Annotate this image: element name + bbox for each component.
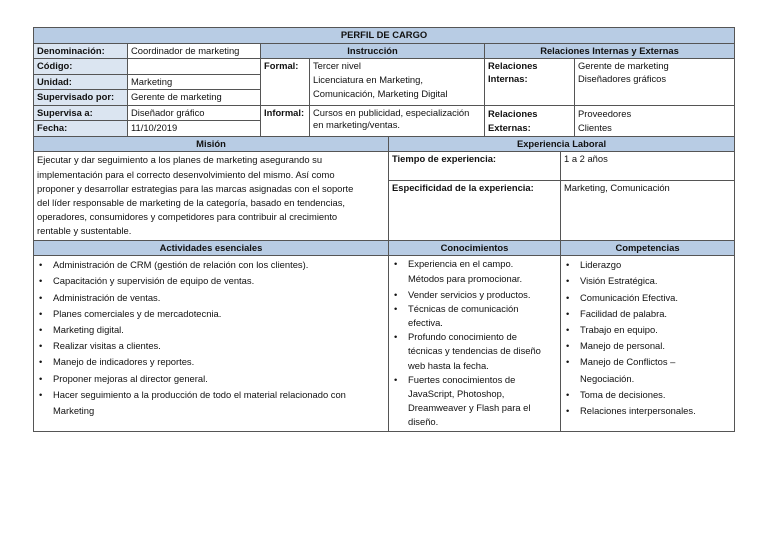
competencias-header: Competencias [561,241,735,256]
relaciones-externas-value [575,105,735,136]
conocimientos-header: Conocimientos [389,241,561,256]
competencia-item: • Liderazgo [564,257,731,273]
competencia-item: • Manejo de personal. [564,338,731,354]
experiencia-header: Experiencia Laboral [389,137,735,152]
conocimientos-list [392,257,557,429]
relaciones-internas-value [575,59,735,106]
relaciones-internas-label: Relaciones Internas: [485,59,575,106]
supervisado-label: Supervisado por: [34,90,128,106]
actividades-table [33,241,735,432]
informal-value [310,105,485,136]
actividad-item: • Marketing digital. [37,322,385,338]
formal-line: Licenciatura en Marketing, [313,73,423,85]
especificidad-label: Especificidad de la experiencia: [389,181,561,240]
formal-line: Tercer nivel [313,60,361,71]
informal-line: en marketing/ventas. [313,119,401,130]
actividad-item: • Administración de ventas. [37,290,385,306]
relacion-item: Gerente de marketing [578,60,669,71]
conocimiento-item: • Técnicas de comunicación efectiva. [392,302,557,330]
relacion-item: Diseñadores gráficos [578,72,667,84]
supervisa-label: Supervisa a: [34,105,128,121]
fecha-value: 11/10/2019 [128,121,261,137]
actividades-header: Actividades esenciales [34,241,389,256]
competencia-item: • Trabajo en equipo. [564,322,731,338]
conocimiento-item: • Fuertes conocimientos de JavaScript, Photoshop, Dreamweaver y Flash para el diseño. [392,373,557,430]
relacion-item: Proveedores [578,107,632,119]
form-title: PERFIL DE CARGO [34,28,735,44]
mision-text: Ejecutar y dar seguimiento a los planes de marketing asegurando su implementación para el correcto desenvolvimiento del mismo. Así como proponer y desarrollar estrategias para las marcas asignadas con el soporte del líder responsable de marketing de la categoría, basado en tendencias, operadores, consumidores y competidores para contribuir al crecimiento rentable y sustentable. [34,152,389,240]
actividades-list-cell [34,256,389,431]
instruccion-header: Instrucción [261,43,485,59]
competencias-list [564,257,731,419]
tiempo-label: Tiempo de experiencia: [389,152,561,181]
conocimiento-item: • Profundo conocimiento de técnicas y tendencias de diseño web hasta la fecha. [392,330,557,373]
conocimiento-item: • Experiencia en el campo. Métodos para promocionar. [392,257,557,287]
especificidad-value: Marketing, Comunicación [561,181,735,240]
codigo-value [128,59,261,75]
actividad-item: • Manejo de indicadores y reportes. [37,354,385,370]
codigo-label: Código: [34,59,128,75]
actividades-list [37,257,385,419]
mision-header: Misión [34,137,389,152]
supervisa-value: Diseñador gráfico [128,105,261,121]
unidad-label: Unidad: [34,74,128,90]
relaciones-header: Relaciones Internas y Externas [485,43,735,59]
conocimiento-item: • Vender servicios y productos. [392,288,557,302]
competencias-list-cell [561,256,735,431]
formal-value [310,59,485,106]
informal-label: Informal: [261,105,310,136]
actividad-item: • Administración de CRM (gestión de relación con los clientes). [37,257,385,273]
formal-label: Formal: [261,59,310,106]
actividad-item: • Proponer mejoras al director general. [37,371,385,387]
unidad-value: Marketing [128,74,261,90]
supervisado-value: Gerente de marketing [128,90,261,106]
actividad-item: • Capacitación y supervisión de equipo de ventas. [37,273,385,289]
mision-table [33,137,735,241]
formal-line: Comunicación, Marketing Digital [313,87,448,99]
competencia-item: • Comunicación Efectiva. [564,290,731,306]
informal-line: Cursos en publicidad, especialización [313,106,470,118]
profile-header-table [33,27,735,137]
relacion-item: Clientes [578,121,612,133]
job-profile-form [33,27,734,432]
competencia-item: • Facilidad de palabra. [564,306,731,322]
competencia-item: • Manejo de Conflictos – Negociación. [564,354,731,386]
actividad-item: • Hacer seguimiento a la producción de todo el material relacionado con Marketing [37,387,385,419]
conocimientos-list-cell [389,256,561,431]
competencia-item: • Visión Estratégica. [564,273,731,289]
relaciones-externas-label: Relaciones Externas: [485,105,575,136]
denominacion-label: Denominación: [34,43,128,59]
competencia-item: • Toma de decisiones. [564,387,731,403]
actividad-item: • Realizar visitas a clientes. [37,338,385,354]
competencia-item: • Relaciones interpersonales. [564,403,731,419]
actividad-item: • Planes comerciales y de mercadotecnia. [37,306,385,322]
tiempo-value: 1 a 2 años [561,152,735,181]
denominacion-value: Coordinador de marketing [128,43,261,59]
fecha-label: Fecha: [34,121,128,137]
